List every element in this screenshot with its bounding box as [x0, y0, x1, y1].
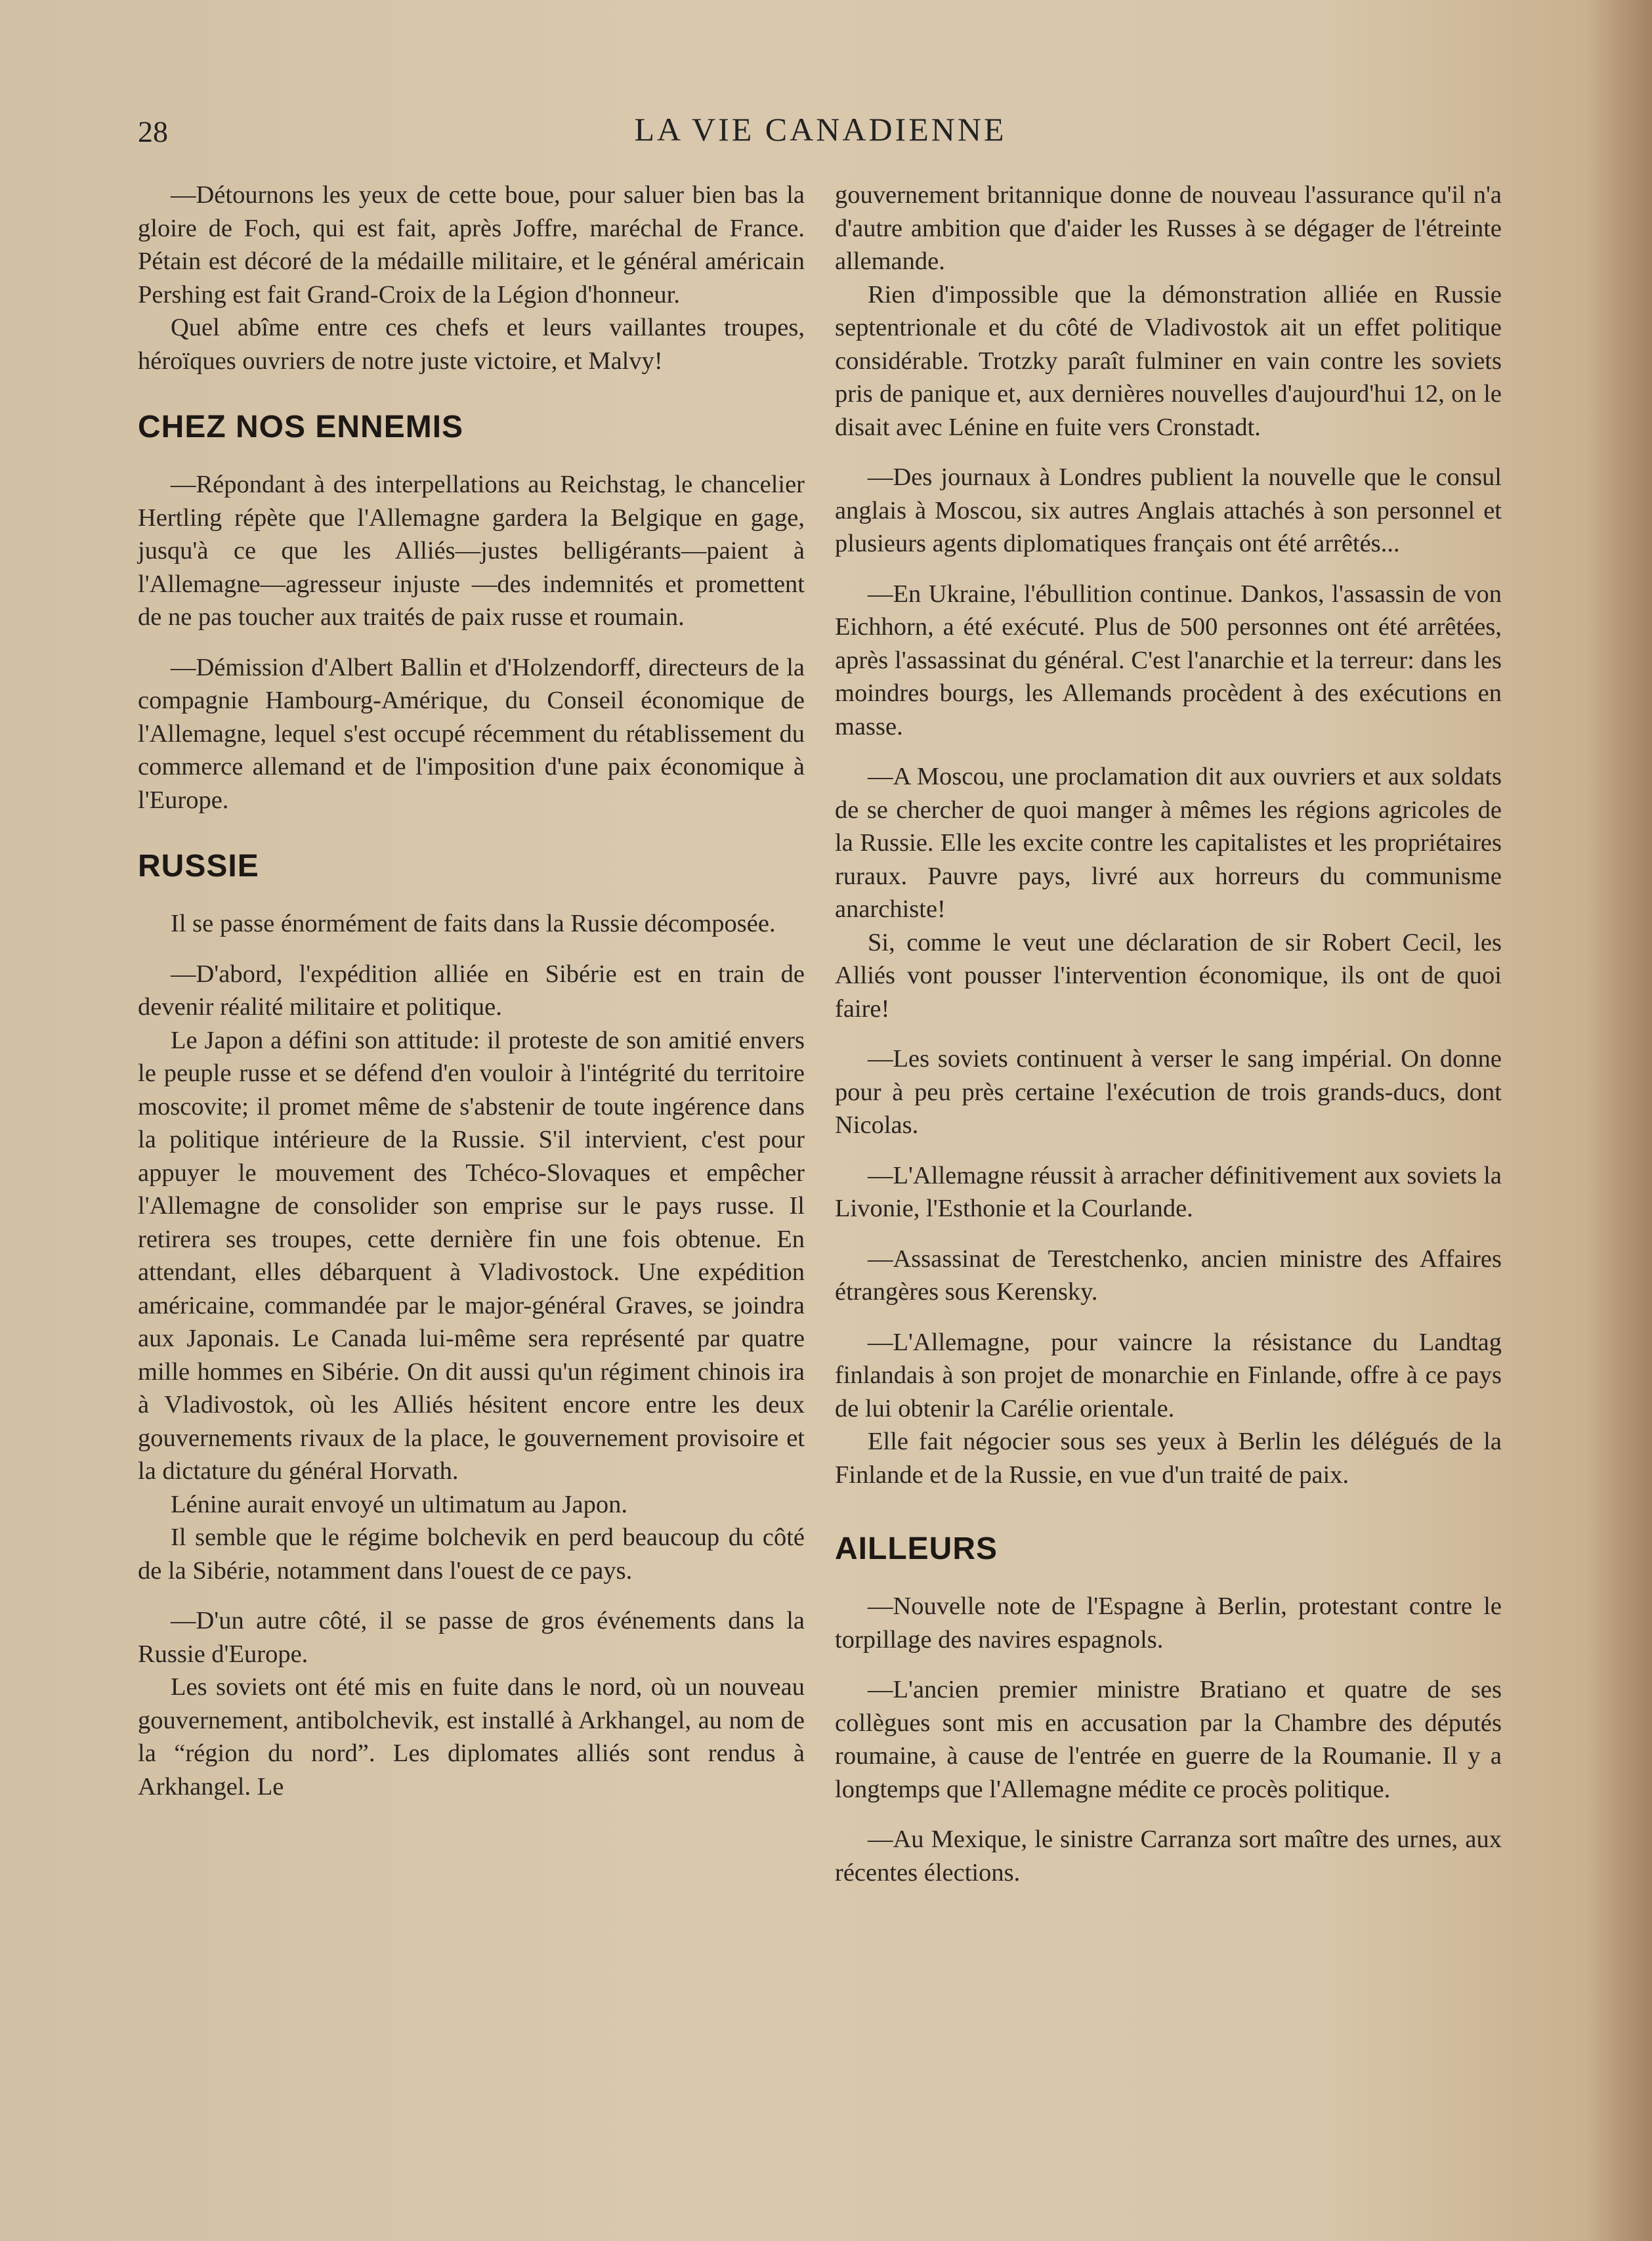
paragraph: —L'Allemagne réussit à arracher définitivement aux soviets la Livonie, l'Esthonie et la Courlande. [835, 1161, 1502, 1222]
paragraph: —Répondant à des interpellations au Reichstag, le chancelier Hertling répète que l'Allemagne gardera la Belgique en gage, jusqu'à ce que les Alliés—justes belligérants—paient à l'Allemagne—agresseur injuste —des indemnités et promettent de ne pas toucher aux traités de paix russe et roumain. [138, 471, 805, 631]
paragraph: —A Moscou, une proclamation dit aux ouvriers et aux soldats de se chercher de quoi manger à mêmes les régions agricoles de la Russie. Elle les excite contre les capitalistes et les propriétaires ruraux. Pauvre pays, livré aux horreurs du communisme anarchiste! [835, 763, 1502, 923]
section-heading-ailleurs: AILLEURS [835, 1531, 998, 1566]
paragraph: —D'abord, l'expédition alliée en Sibérie est en train de devenir réalité militaire et politique. [138, 960, 805, 1021]
paragraph: —Au Mexique, le sinistre Carranza sort maître des urnes, aux récentes élections. [835, 1825, 1502, 1887]
paragraph: Rien d'impossible que la démonstration alliée en Russie septentrionale et du côté de Vladivostok ait un effet politique considérable. Trotzky paraît fulminer en vain contre les soviets pris de panique et, aux dernières nouvelles d'aujourd'hui 12, on le disait avec Lénine en fuite vers Cronstadt. [835, 280, 1502, 441]
paragraph: Elle fait négocier sous ses yeux à Berlin les délégués de la Finlande et de la Russie, en vue d'un traité de paix. [835, 1428, 1502, 1489]
paragraph: —L'Allemagne, pour vaincre la résistance du Landtag finlandais à son projet de monarchie en Finlande, offre à ce pays de lui obtenir la Carélie orientale. [835, 1328, 1502, 1422]
paragraph: —Démission d'Albert Ballin et d'Holzendorff, directeurs de la compagnie Hambourg-Amérique, du Conseil économique de l'Allemagne, lequel s'est occupé récemment du rétablissement du commerce allemand et de l'imposition d'une paix économique à l'Europe. [138, 653, 805, 814]
paragraph: Les soviets ont été mis en fuite dans le nord, où un nouveau gouvernement, antibolchevik, est installé à Arkhangel, au nom de la “région du nord”. Les diplomates alliés sont rendus à Arkhangel. Le [138, 1673, 805, 1801]
paragraph: —L'ancien premier ministre Bratiano et quatre de ses collègues sont mis en accusation par la Chambre des députés roumaine, à cause de l'entrée en guerre de la Roumanie. Il y a longtemps que l'Allemagne médite ce procès politique. [835, 1676, 1502, 1803]
paragraph: —Les soviets continuent à verser le sang impérial. On donne pour à peu près certaine l'exécution de trois grands-ducs, dont Nicolas. [835, 1045, 1502, 1139]
left-column [138, 179, 805, 1803]
page-header [138, 104, 1503, 150]
paragraph: —Des journaux à Londres publient la nouvelle que le consul anglais à Moscou, six autres Anglais attachés à son personnel et plusieurs agents diplomatiques français ont été arrêtés... [835, 463, 1502, 557]
paragraph: Lénine aurait envoyé un ultimatum au Japon. [171, 1490, 628, 1518]
section-heading-ennemis: CHEZ NOS ENNEMIS [138, 410, 464, 444]
paragraph: —En Ukraine, l'ébullition continue. Dankos, l'assassin de von Eichhorn, a été exécuté. Plus de 500 personnes ont été arrêtées, après l'assassinat du général. C'est l'anarchie et la terreur: dans les moindres bourgs, les Allemands procèdent à des exécutions en masse. [835, 580, 1502, 740]
section-heading-russie: RUSSIE [138, 849, 259, 884]
paragraph: —Nouvelle note de l'Espagne à Berlin, protestant contre le torpillage des navires espagnols. [835, 1592, 1502, 1654]
paragraph: Il se passe énormément de faits dans la Russie décomposée. [171, 910, 776, 937]
paragraph: gouvernement britannique donne de nouveau l'assurance qu'il n'a d'autre ambition que d'aider les Russes à se dégager de l'étreinte allemande. [835, 181, 1502, 275]
paragraph: Le Japon a défini son attitude: il proteste de son amitié envers le peuple russe et se défend d'en vouloir à l'intégrité du territoire moscovite; il promet même de s'abstenir de toute ingérence dans la politique intérieure de la Russie. S'il intervient, c'est pour appuyer le mouvement des Tchéco-Slovaques et empêcher l'Allemagne de consolider son emprise sur le pays russe. Il retirera ses troupes, cette dernière fin une fois obtenue. En attendant, elles débarquent à Vladivostock. Une expédition américaine, commandée par le major-général Graves, se joindra aux Japonais. Le Canada lui-même sera représenté par quatre mille hommes en Sibérie. On dit aussi qu'un régiment chinois ira à Vladivostok, où les Alliés hésitent encore entre les deux gouvernements rivaux de la place, le gouvernement provisoire et la dictature du général Horvath. [138, 1026, 805, 1485]
right-column [835, 179, 1502, 1889]
paragraph: Si, comme le veut une déclaration de sir Robert Cecil, les Alliés vont pousser l'intervention économique, ils ont de quoi faire! [835, 928, 1502, 1023]
page-number: 28 [138, 115, 168, 148]
paragraph: —Assassinat de Terestchenko, ancien ministre des Affaires étrangères sous Kerensky. [835, 1245, 1502, 1306]
paragraph: Quel abîme entre ces chefs et leurs vaillantes troupes, héroïques ouvriers de notre juste victoire, et Malvy! [138, 314, 805, 375]
paragraph: Il semble que le régime bolchevik en perd beaucoup du côté de la Sibérie, notamment dans l'ouest de ce pays. [138, 1524, 805, 1585]
journal-title: LA VIE CANADIENNE [634, 111, 1007, 148]
paragraph: —D'un autre côté, il se passe de gros événements dans la Russie d'Europe. [138, 1607, 805, 1668]
paragraph: —Détournons les yeux de cette boue, pour saluer bien bas la gloire de Foch, qui est fait, après Joffre, maréchal de France. Pétain est décoré de la médaille militaire, et le général américain Pershing est fait Grand-Croix de la Légion d'honneur. [138, 181, 805, 309]
